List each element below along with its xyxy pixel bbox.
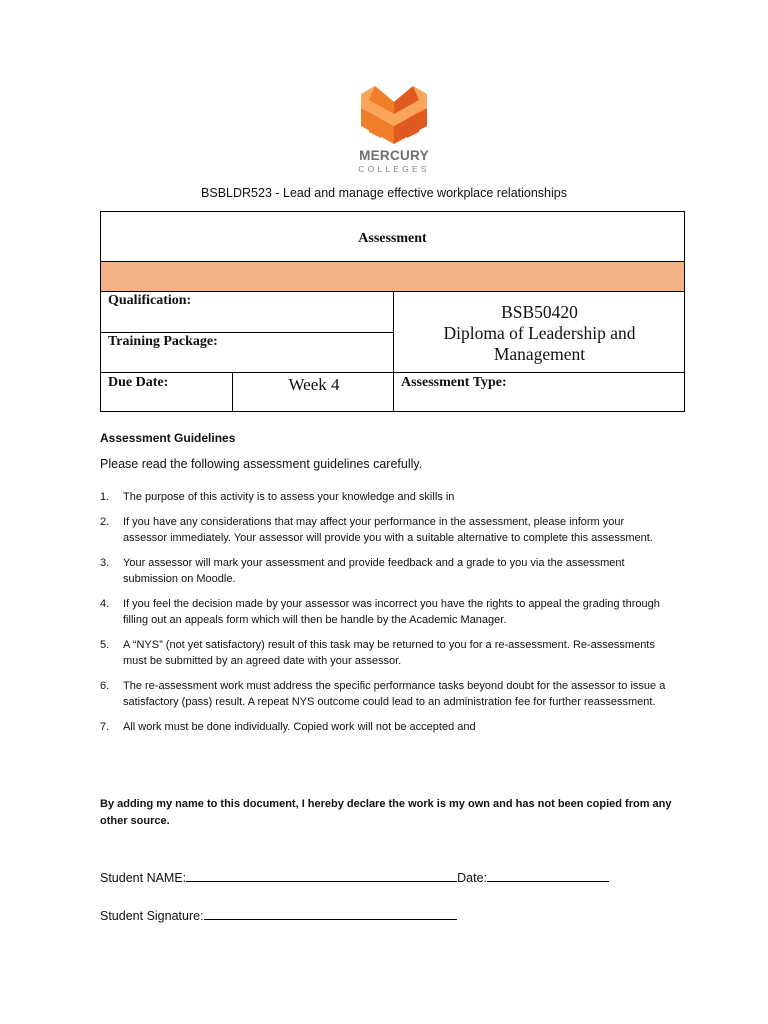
student-signature-field[interactable] bbox=[204, 907, 457, 920]
guidelines-heading: Assessment Guidelines bbox=[100, 431, 236, 445]
table-divider bbox=[101, 372, 684, 373]
list-item bbox=[100, 637, 670, 670]
list-item bbox=[100, 514, 670, 547]
list-item-number: 5. bbox=[100, 638, 110, 651]
mercury-colleges-logo bbox=[352, 86, 436, 180]
orange-band bbox=[101, 262, 684, 291]
table-divider bbox=[101, 332, 393, 333]
unit-title: BSBLDR523 - Lead and manage effective workplace relationships bbox=[201, 186, 567, 200]
list-item-text: Your assessor will mark your assessment and provide feedback and a grade to you via the assessment submission on Moodle. bbox=[123, 556, 625, 585]
list-item-text: A “NYS” (not yet satisfactory) result of this task may be returned to you for a re-assessment. Re-assessments must be submitted by an agreed date with your assessor. bbox=[123, 638, 655, 667]
student-name-label: Student NAME: bbox=[100, 871, 187, 885]
date-field[interactable] bbox=[487, 869, 609, 882]
due-date-label: Due Date: bbox=[108, 375, 169, 390]
date-label: Date: bbox=[457, 871, 488, 885]
list-item-number: 7. bbox=[100, 720, 110, 733]
training-package-label: Training Package: bbox=[108, 334, 218, 349]
student-signature-label: Student Signature: bbox=[100, 909, 204, 923]
list-item bbox=[100, 596, 670, 629]
list-item-text: All work must be done individually. Copied work will not be accepted and bbox=[123, 720, 476, 733]
student-name-row bbox=[100, 869, 609, 885]
list-item-text: If you have any considerations that may affect your performance in the assessment, please inform your assessor immediately. Your assessor will provide you with a suitable alternative to complete this assessment. bbox=[123, 515, 653, 544]
due-date-value: Week 4 bbox=[288, 375, 340, 394]
mercury-logo-mark-icon bbox=[361, 86, 427, 146]
list-item-text: If you feel the decision made by your assessor was incorrect you have the rights to appeal the grading through filling out an appeals form which will then be handle by the Academic Manager. bbox=[123, 597, 660, 626]
qualification-code: BSB50420 bbox=[501, 302, 578, 322]
list-item-number: 3. bbox=[100, 556, 110, 569]
list-item-text: The purpose of this activity is to assess your knowledge and skills in bbox=[123, 491, 455, 503]
logo-subtitle: COLLEGES bbox=[358, 164, 430, 174]
guidelines-intro: Please read the following assessment guidelines carefully. bbox=[100, 457, 423, 471]
list-item bbox=[100, 719, 670, 736]
list-item bbox=[100, 555, 670, 588]
list-item-number: 4. bbox=[100, 597, 110, 610]
qualification-value bbox=[395, 302, 684, 365]
assessment-info-table bbox=[100, 211, 685, 412]
list-item bbox=[100, 489, 670, 506]
list-item-number: 2. bbox=[100, 515, 110, 528]
declaration-text: By adding my name to this document, I hereby declare the work is my own and has not been copied from any other source. bbox=[100, 798, 672, 827]
qualification-name-line1: Diploma of Leadership and bbox=[443, 323, 636, 343]
list-item bbox=[100, 678, 670, 711]
list-item-number: 1. bbox=[100, 491, 110, 503]
student-signature-row bbox=[100, 907, 457, 923]
list-item-number: 6. bbox=[100, 679, 110, 692]
guidelines-list bbox=[100, 489, 670, 743]
list-item-text: The re-assessment work must address the specific performance tasks beyond doubt for the assessor to issue a satisfactory (pass) result. A repeat NYS outcome could lead to an administration fee for further reassessment. bbox=[123, 679, 666, 708]
assessment-heading: Assessment bbox=[358, 231, 427, 246]
assessment-type-label: Assessment Type: bbox=[401, 375, 507, 390]
qualification-name-line2: Management bbox=[493, 344, 586, 364]
qualification-label: Qualification: bbox=[108, 293, 192, 308]
logo-wordmark: MERCURY bbox=[359, 148, 429, 163]
student-name-field[interactable] bbox=[186, 869, 457, 882]
table-column-divider bbox=[232, 372, 233, 412]
